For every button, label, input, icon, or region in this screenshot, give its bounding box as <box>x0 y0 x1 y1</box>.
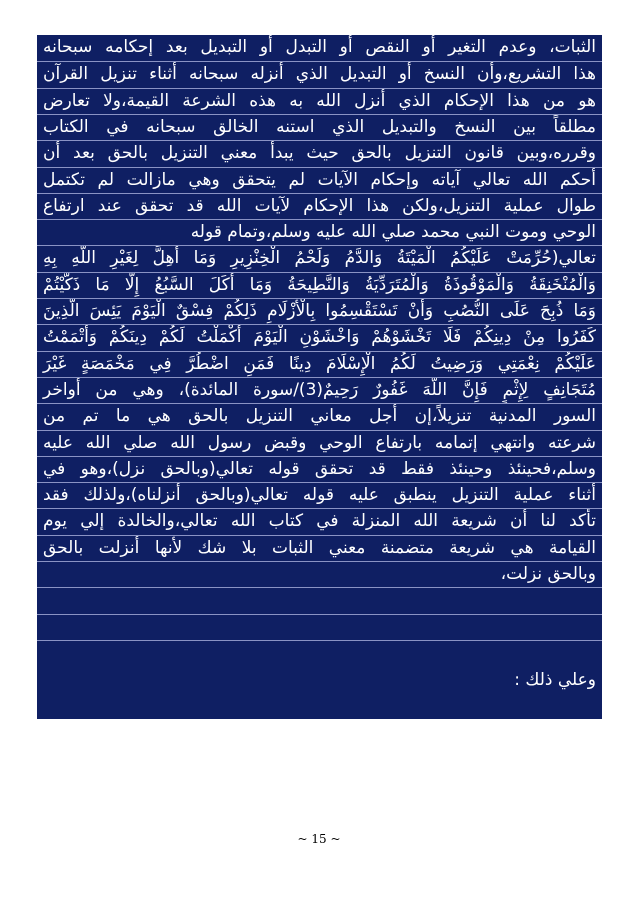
text-line: القيامة هي شريعة متضمنة معني الثبات بلا شك لأنها أنزلت بالحق <box>37 535 602 561</box>
text-line: هو من هذا الإحكام الذي أنزل الله به هذه الشرعة القيمة،ولا تعارض <box>37 88 602 114</box>
text-line: وَالْمُنْخَنِقَةُ وَالْمَوْقُوذَةُ وَالْمُتَرَدِّيَةُ وَالنَّطِيحَةُ وَمَا أَكَلَ السَّبُعُ إِلَّا مَا ذَكَّيْتُمْ <box>37 272 602 298</box>
text-line: شرعته وانتهي إتمامه بارتفاع الوحي وقبض رسول الله صلي الله عليه <box>37 430 602 456</box>
text-line <box>37 614 602 640</box>
text-line: الوحي وموت النبي محمد صلي الله عليه وسلم،وتمام قوله <box>37 219 602 245</box>
text-line: مُتَجَانِفٍ لِإِثْمٍ فَإِنَّ اللَّهَ غَفُورٌ رَحِيمٌ(3)/سورة المائدة)، وهي من أواخر <box>37 377 602 403</box>
text-line: وبالحق نزلت، <box>37 561 602 587</box>
text-line: كَفَرُوا مِنْ دِينِكُمْ فَلَا تَخْشَوْهُمْ وَاخْشَوْنِ الْيَوْمَ أَكْمَلْتُ لَكُمْ دِينَكُمْ وَأَتْمَمْتُ <box>37 324 602 350</box>
text-line: تعالي(حُرِّمَتْ عَلَيْكُمُ الْمَيْتَةُ وَالدَّمُ وَلَحْمُ الْخِنْزِيرِ وَمَا أُهِلَّ لِغَيْرِ اللَّهِ بِهِ <box>37 245 602 271</box>
text-line: وَمَا ذُبِحَ عَلَى النُّصُبِ وَأَنْ تَسْتَقْسِمُوا بِالْأَزْلَامِ ذَلِكُمْ فِسْقٌ الْيَوْمَ يَئِسَ الَّذِينَ <box>37 298 602 324</box>
text-line: أحكم الله تعالي آياته وإحكام الآيات لم يتحقق وهي مازالت لم تكتمل <box>37 167 602 193</box>
text-line: هذا التشريع،وأن النسخ أو التبديل الذي أنزله سبحانه أثناء تنزيل القرآن <box>37 61 602 87</box>
text-line: وسلم،فحينئذ وحينئذ فقط قد تحقق قوله تعالي(وبالحق نزل)،وهو في <box>37 456 602 482</box>
text-line: طوال عملية التنزيل،ولكن هذا الإحكام لآيات الله قد تحقق عند ارتفاع <box>37 193 602 219</box>
text-line: وقرره،وبين قانون التنزيل بالحق حيث يبدأ معني التنزيل بالحق بعد أن <box>37 140 602 166</box>
text-line: عَلَيْكُمْ نِعْمَتِي وَرَضِيتُ لَكُمُ الْإِسْلَامَ دِينًا فَمَنِ اضْطُرَّ فِي مَخْمَصَةٍ غَيْرَ <box>37 351 602 377</box>
page-number: ~ 15 ~ <box>297 832 341 846</box>
text-panel <box>37 35 602 719</box>
text-line: مطلقاً بين النسخ والتبديل الذي استنه الخالق سبحانه في الكتاب <box>37 114 602 140</box>
text-line: تأكد لنا أن شريعة الله المنزلة في كتاب الله تعالي،والخالدة إلي يوم <box>37 508 602 534</box>
text-line: الثبات، وعدم التغير أو النقص أو التبدل أو التبديل بعد إحكامه سبحانه <box>43 37 596 57</box>
text-line <box>37 587 602 613</box>
text-line: وعلي ذلك : <box>37 640 602 719</box>
text-line: أثناء عملية التنزيل ينطبق عليه قوله تعالي(وبالحق أنزلناه)،ولذلك فقد <box>37 482 602 508</box>
text-line: السور المدنية تنزيلاً،إن أجل معاني التنزيل بالحق هي ما تم من <box>37 403 602 429</box>
